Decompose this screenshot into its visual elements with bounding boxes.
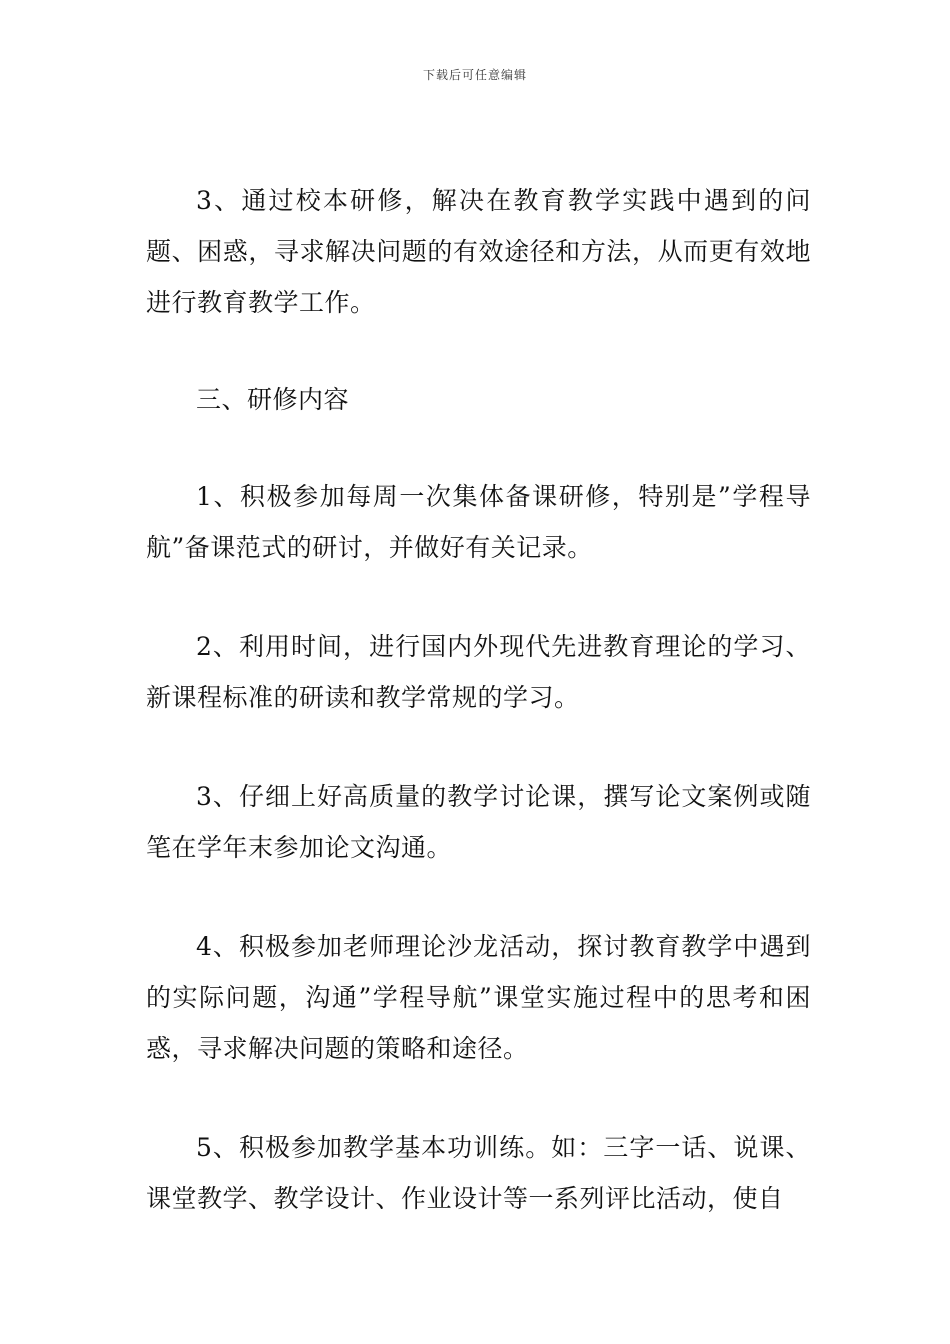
paragraph-goal-3: 3、通过校本研修，解决在教育教学实践中遇到的问题、困惑，寻求解决问题的有效途径和方法，从而更有效地进行教育教学工作。	[146, 186, 811, 317]
section-heading-content: 三、研修内容	[196, 385, 350, 414]
paragraph-content-3: 3、仔细上好高质量的教学讨论课，撰写论文案例或随笔在学年末参加论文沟通。	[146, 782, 811, 862]
paragraph-content-4: 4、积极参加老师理论沙龙活动，探讨教育教学中遇到的实际问题，沟通”学程导航”课堂实施过程中的思考和困惑，寻求解决问题的策略和途径。	[146, 932, 811, 1063]
document-body	[146, 175, 811, 1224]
page-header-note: 下载后可任意编辑	[422, 68, 527, 82]
paragraph-content-2: 2、利用时间，进行国内外现代先进教育理论的学习、新课程标准的研读和教学常规的学习。	[146, 632, 811, 712]
paragraph-content-5: 5、积极参加教学基本功训练。如：三字一话、说课、课堂教学、教学设计、作业设计等一系列评比活动，使自	[146, 1133, 811, 1213]
paragraph-content-1: 1、积极参加每周一次集体备课研修，特别是”学程导航”备课范式的研讨，并做好有关记录。	[146, 482, 811, 562]
